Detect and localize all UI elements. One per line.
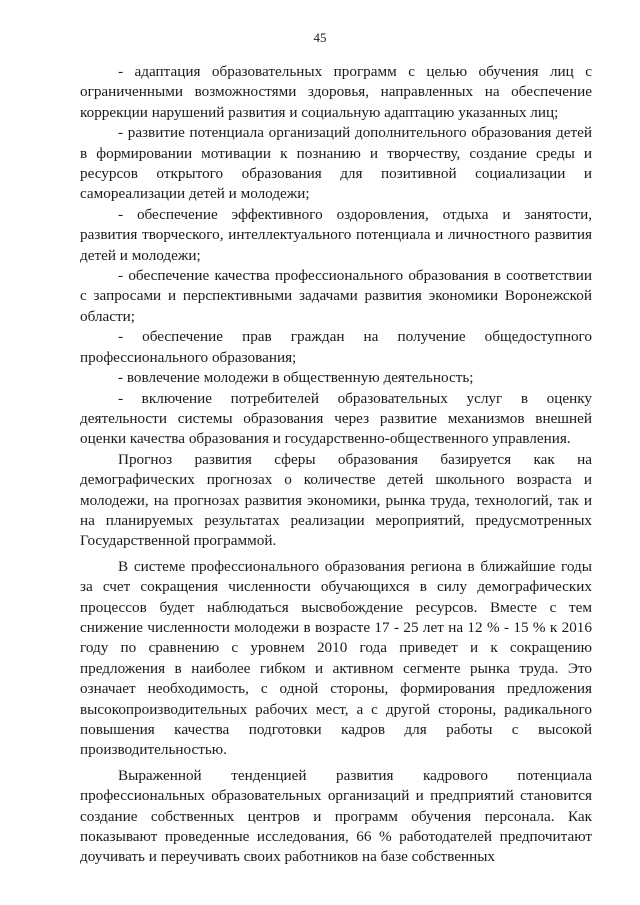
- list-item-consumers: - включение потребителей образовательных услуг в оценку деятельности системы образования через развитие механизмов внешней оценки качества образования и государственно-общественного управления.: [80, 389, 592, 448]
- list-item-rights: - обеспечение прав граждан на получение общедоступного профессионального образования;: [80, 328, 592, 366]
- list-item-adaptation: - адаптация образовательных программ с целью обучения лиц с ограниченными возможностями здоровья, направленных на обеспечение коррекции нарушений развития и социальную адаптацию указанных лиц;: [80, 63, 592, 121]
- page-number: 45: [313, 30, 327, 45]
- list-item-additional-education: - развитие потенциала организаций дополнительного образования детей в формировании мотивации к познанию и творчеству, создание среды и ресурсов открытого образования для позитивной социализации и самореализации детей и молодежи;: [80, 124, 592, 203]
- paragraph-personnel-potential: Выраженной тенденцией развития кадрового потенциала профессиональных образовательных организаций и предприятий становится создание собственных центров и программ обучения персонала. Как показывают проведенные исследования, 66 % работодателей предпочитают доучивать и переучивать своих работников на базе собственных: [80, 766, 592, 866]
- paragraph-professional-education: В системе профессионального образования региона в ближайшие годы за счет сокращения численности обучающихся в силу демографических процессов будет наблюдаться высвобождение ресурсов. Вместе с тем снижение численности молодежи в возрасте 17 - 25 лет на 12 % - 15 % к 2016 году по сравнению с уровнем 2010 года приведет и к сокращению предложения в наиболее гибком и активном сегменте рынка труда. Это означает необходимость, с одной стороны, формирования предложения высокопроизводительных рабочих мест, а с другой стороны, радикального повышения качества подготовки кадров для работы с высокой производительностью.: [80, 557, 592, 759]
- list-item-recreation: - обеспечение эффективного оздоровления, отдыха и занятости, развития творческого, интеллектуального потенциала и личностного развития детей и молодежи;: [80, 205, 592, 264]
- list-item-youth-involvement: - вовлечение молодежи в общественную деятельность;: [118, 369, 474, 387]
- body-text: [80, 62, 592, 868]
- paragraph-forecast: Прогноз развития сферы образования базируется как на демографических прогнозах о количестве детей школьного возраста и молодежи, на прогнозах развития экономики, рынка труда, технологий, так и на планируемых результатах реализации мероприятий, предусмотренных Государственной программой.: [80, 450, 592, 550]
- list-item-quality: - обеспечение качества профессионального образования в соответствии с запросами и перспективными задачами развития экономики Воронежской области;: [80, 267, 592, 325]
